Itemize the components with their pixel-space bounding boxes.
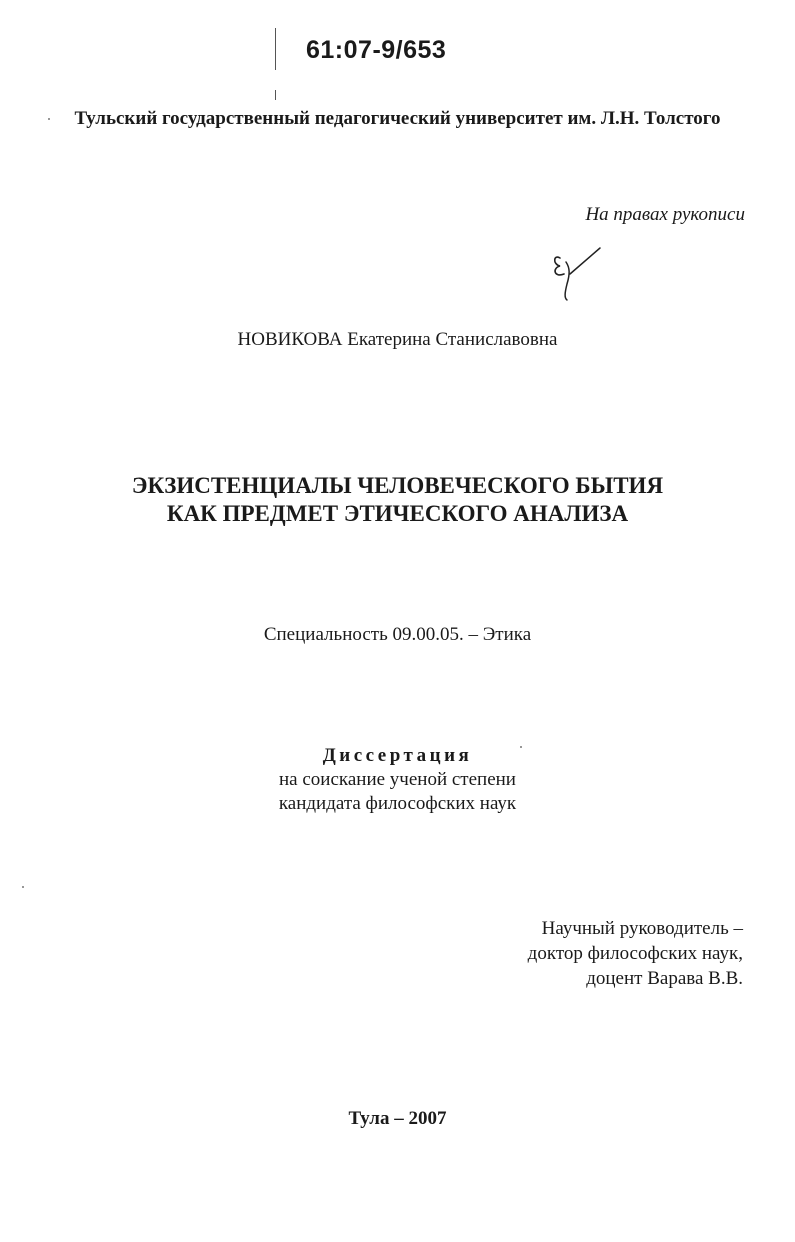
- city-year: Тула – 2007: [348, 1108, 447, 1129]
- supervisor-degree: доктор философских наук,: [527, 943, 743, 964]
- signature-mark: [548, 244, 608, 304]
- specialty: Специальность 09.00.05. – Этика: [263, 624, 532, 645]
- supervisor-block: [528, 916, 743, 991]
- dissertation-degree-line: на соискание ученой степени: [279, 769, 516, 790]
- manuscript-note: На правах рукописи: [585, 204, 745, 225]
- title-line-2: КАК ПРЕДМЕТ ЭТИЧЕСКОГО АНАЛИЗА: [166, 501, 629, 526]
- dissertation-block: [0, 744, 795, 816]
- catalog-number: 61:07-9/653: [306, 36, 447, 64]
- scan-speck: [48, 118, 50, 120]
- scan-speck: [22, 886, 24, 888]
- supervisor-name: доцент Варава В.В.: [586, 968, 743, 989]
- university-name: Тульский государственный педагогический университет им. Л.Н. Толстого: [74, 108, 721, 129]
- dissertation-title: [0, 472, 795, 528]
- supervisor-role: Научный руководитель –: [541, 918, 743, 939]
- signature: [548, 244, 608, 309]
- dissertation-field-line: кандидата философских наук: [278, 793, 517, 814]
- author-name: НОВИКОВА Екатерина Станиславовна: [237, 329, 558, 350]
- scan-speck: [520, 746, 522, 748]
- title-line-1: ЭКЗИСТЕНЦИАЛЫ ЧЕЛОВЕЧЕСКОГО БЫТИЯ: [131, 473, 664, 498]
- dissertation-word: Диссертация: [322, 745, 473, 766]
- scan-mark-line: [275, 90, 276, 100]
- scan-mark-line: [275, 28, 276, 70]
